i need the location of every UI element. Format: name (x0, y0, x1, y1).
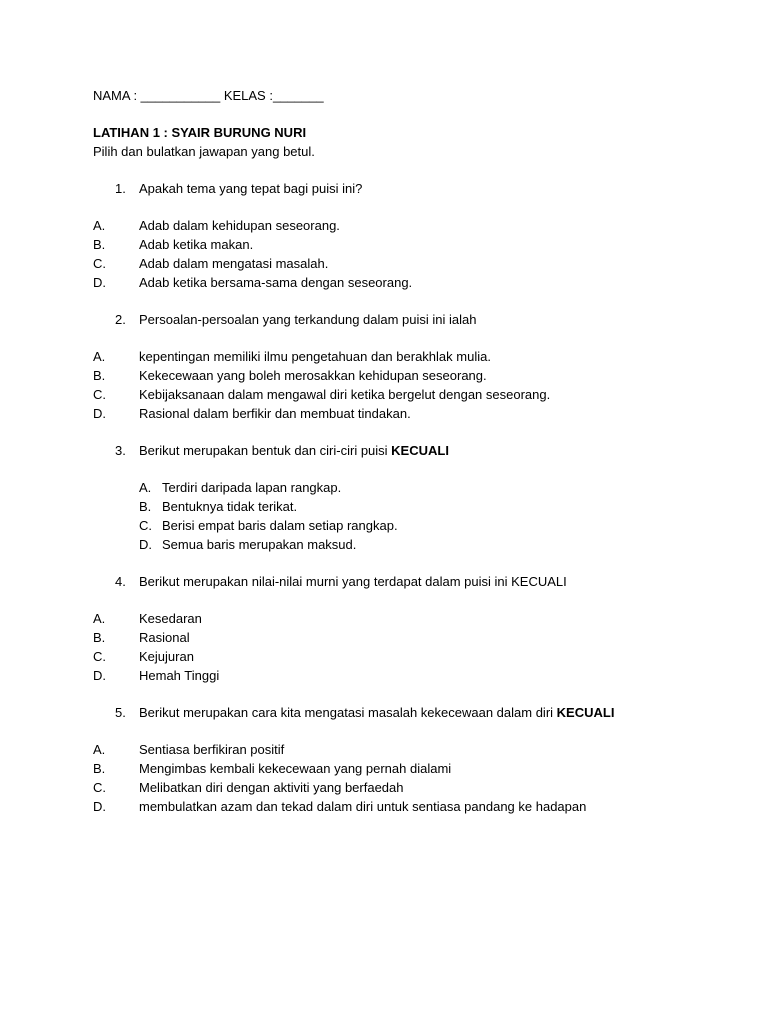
option-4a: A. Kesedaran (93, 611, 202, 626)
option-1b: B. Adab ketika makan. (93, 237, 254, 252)
question-number: 1. (115, 181, 126, 196)
option-5c: C. Melibatkan diri dengan aktiviti yang berfaedah (93, 780, 404, 795)
option-4b: B. Rasional (93, 630, 190, 645)
option-3d: D. Semua baris merupakan maksud. (139, 537, 357, 552)
option-1a: A. Adab dalam kehidupan seseorang. (93, 218, 340, 233)
question-number: 3. (115, 443, 126, 458)
question-text: Berikut merupakan bentuk dan ciri-ciri puisi KECUALI (139, 443, 449, 458)
question-text: Berikut merupakan nilai-nilai murni yang terdapat dalam puisi ini KECUALI (139, 574, 567, 589)
option-4c: C. Kejujuran (93, 649, 194, 664)
option-1c: C. Adab dalam mengatasi masalah. (93, 256, 329, 271)
question-text: Apakah tema yang tepat bagi puisi ini? (139, 181, 363, 196)
question-3 (93, 441, 713, 460)
question-1 (93, 179, 713, 198)
option-2d: D. Rasional dalam berfikir dan membuat tindakan. (93, 406, 411, 421)
question-4 (93, 572, 713, 591)
exercise-title: LATIHAN 1 : SYAIR BURUNG NURI (93, 125, 307, 140)
question-text: Persoalan-persoalan yang terkandung dalam puisi ini ialah (139, 312, 477, 327)
question-number: 5. (115, 705, 126, 720)
name-class-line: NAMA : ___________ KELAS :_______ (93, 88, 324, 103)
option-5a: A. Sentiasa berfikiran positif (93, 742, 285, 757)
question-number: 4. (115, 574, 126, 589)
question-2 (93, 310, 713, 329)
option-5d: D. membulatkan azam dan tekad dalam diri untuk sentiasa pandang ke hadapan (93, 799, 587, 814)
option-2a: A. kepentingan memiliki ilmu pengetahuan dan berakhlak mulia. (93, 349, 491, 364)
option-3a: A. Terdiri daripada lapan rangkap. (139, 480, 342, 495)
option-5b: B. Mengimbas kembali kekecewaan yang pernah dialami (93, 761, 452, 776)
option-2c: C. Kebijaksanaan dalam mengawal diri ketika bergelut dengan seseorang. (93, 387, 551, 402)
option-3c: C. Berisi empat baris dalam setiap rangkap. (139, 518, 398, 533)
option-2b: B. Kekecewaan yang boleh merosakkan kehidupan seseorang. (93, 368, 487, 383)
question-text: Berikut merupakan cara kita mengatasi masalah kekecewaan dalam diri KECUALI (139, 705, 615, 720)
option-3b: B. Bentuknya tidak terikat. (139, 499, 298, 514)
exercise-instruction: Pilih dan bulatkan jawapan yang betul. (93, 144, 315, 159)
option-4d: D. Hemah Tinggi (93, 668, 220, 683)
worksheet-page (93, 86, 713, 816)
option-1d: D. Adab ketika bersama-sama dengan seseorang. (93, 275, 413, 290)
question-5 (93, 703, 713, 722)
question-number: 2. (115, 312, 126, 327)
